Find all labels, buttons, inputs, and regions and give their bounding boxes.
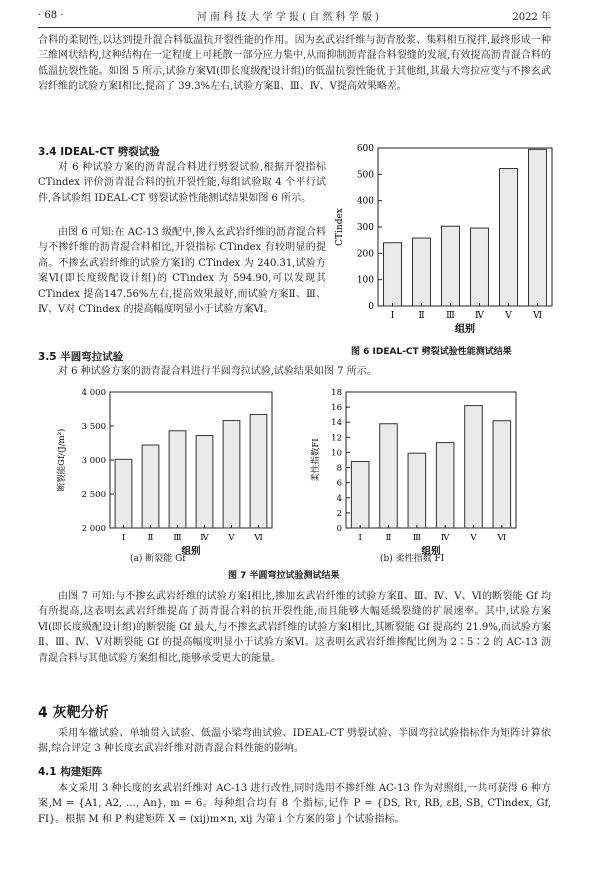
y-tick-label: 3 500	[81, 422, 106, 432]
section-3-4-title: 3.4 IDEAL-CT 劈裂试验	[38, 146, 160, 158]
paragraph-3-4-intro: 对 6 种试验方案的沥青混合料进行劈裂试验,根据开裂指标 CTindex 评价沥青混合料的抗开裂性能,每组试验取 4 个平行试件,各试验组 IDEAL-CT 劈裂试验性能测试结果如图 6 所示。	[38, 162, 326, 204]
header-rule	[38, 27, 551, 28]
bar-2	[413, 238, 431, 306]
bar-1	[351, 462, 369, 528]
paragraph-4-intro: 采用车辙试验、单轴贯入试验、低温小梁弯曲试验、IDEAL-CT 劈裂试验、半圆弯拉试验指标作为矩阵计算依据,综合评定 3 种长度玄武岩纤维对沥青混合料性能的影响。	[38, 728, 551, 755]
fig7-caption: 图 7 半圆弯拉试验测试结果	[228, 571, 340, 581]
bar-4	[196, 436, 213, 528]
y-tick-label: 0	[368, 302, 374, 312]
x-tick-label: Ⅳ	[440, 533, 450, 543]
bar-3	[408, 453, 426, 528]
x-tick-label: Ⅲ	[446, 311, 455, 321]
paragraph-3-5: 对 6 种试验方案的沥青混合料进行半圆弯拉试验,试验结果如图 7 所示。	[58, 366, 377, 377]
bar-1	[115, 459, 132, 528]
bar-3	[442, 226, 460, 306]
y-tick-label: 8	[336, 463, 342, 474]
x-tick-label: Ⅵ	[497, 533, 507, 543]
y-tick-label: 2	[336, 508, 342, 519]
y-tick-label: 3 000	[81, 456, 106, 466]
paragraph-fig5-discussion: 合料的柔韧性,以达到提升混合料低温抗开裂性能的作用。因为玄武岩纤维与沥青胶浆、集料相互搅拌,最终形成一种三维网状结构,这种结构在一定程度上可耗散一部分应力集中,从而抑制沥青混合料裂缝的发展,有效提高沥青混合料的低温抗裂性能。如图 5 所示,试验方案Ⅵ(即长度级配设计组)的低温抗裂性能优于其他组,其最大弯拉应变与不掺玄武岩纤维的试验方案Ⅰ相比,提高了 39.3%左右,试验方案Ⅱ、Ⅲ、Ⅳ、Ⅴ提高效果略差。	[38, 35, 551, 93]
y-tick-label: 10	[331, 448, 342, 459]
fig7a-fracture-energy-chart	[57, 386, 280, 557]
y-tick-label: 300	[356, 223, 374, 233]
bar-3	[169, 431, 186, 528]
bar-6	[493, 421, 511, 528]
fig7a-subcaption: (a) 断裂能 Gf	[130, 554, 186, 564]
bar-1	[384, 243, 402, 306]
y-axis-label: 柔性指数FI	[311, 438, 321, 482]
paragraph-fig7-discussion: 由图 7 可知:与不掺玄武岩纤维的试验方案Ⅰ相比,掺加玄武岩纤维的试验方案Ⅱ、Ⅲ、Ⅳ、Ⅴ、Ⅵ的断裂能 Gf 均有所提高,这表明玄武岩纤维提高了沥青混合料的抗开裂性能,而且能够大幅延缓裂缝的扩展速率。其中,试验方案Ⅵ(即长度级配设计组)的断裂能 Gf 最大,与不掺玄武岩纤维的试验方案Ⅰ相比,其断裂能 Gf 提高约 21.9%,而试验方案Ⅱ、Ⅲ、Ⅳ、Ⅴ对断裂能 Gf 的提高幅度明显小于试验方案Ⅵ。这表明玄武岩纤维掺配比例为 2∶5∶2 的 AC-13 沥青混合料与其他试验方案组相比,能够承受更大的能量。	[38, 591, 551, 664]
paragraph-4-1: 本文采用 3 种长度的玄武岩纤维对 AC-13 进行改性,同时选用不掺纤维 AC-13 作为对照组,一共可获得 6 种方案,M = {A1, A2, …, An}, m = 6。每种组合均有 8 个指标,记作 P = {DS, Rτ, RB, εB, SB, CTindex, Gf, FI}。根据 M 和 P 构建矩阵 X = (xij)m×n, xij 为第 i 个方案的第 j 个试验指标。	[38, 783, 551, 825]
plot-frame	[346, 392, 516, 528]
bar-6	[529, 149, 547, 306]
section-3-5-title: 3.5 半圆弯拉试验	[38, 351, 124, 363]
x-axis-label: 组别	[181, 546, 201, 557]
bar-2	[142, 445, 159, 528]
y-tick-label: 4	[336, 493, 342, 504]
y-tick-label: 200	[356, 249, 374, 260]
plot-frame	[378, 148, 552, 306]
bar-4	[436, 443, 454, 528]
y-tick-label: 2 000	[81, 524, 106, 534]
y-tick-label: 16	[331, 403, 342, 414]
x-tick-label: Ⅱ	[147, 533, 154, 543]
page-number: · 68 ·	[38, 9, 64, 21]
x-tick-label: Ⅰ	[390, 311, 395, 321]
running-header	[38, 6, 551, 24]
y-axis-label: 断裂能Gf/(J/m²)	[57, 428, 67, 492]
fig6-caption: 图 6 IDEAL-CT 劈裂试验性能测试结果	[351, 347, 512, 357]
x-tick-label: Ⅱ	[418, 311, 425, 321]
y-tick-label: 600	[356, 144, 374, 154]
bar-4	[471, 228, 489, 306]
y-tick-label: 14	[331, 418, 342, 429]
y-tick-label: 18	[331, 388, 342, 398]
section-4-1-title: 4.1 构建矩阵	[38, 766, 103, 778]
paragraph-3-4-results: 由图 6 可知:在 AC-13 级配中,掺入玄武岩纤维的沥青混合料与不掺纤维的沥青混合料相比,开裂指标 CTindex 有较明显的提高。不掺玄武岩纤维的试验方案Ⅰ的 CTindex 为 240.31,试验方案Ⅵ(即长度级配设计组)的 CTindex 为 594.90,可以发现其 CTindex 提高147.56%左右,提高效果最好,而试验方案Ⅱ、Ⅲ、Ⅳ、Ⅴ对 CTindex 的提高幅度明显小于试验方案Ⅵ。	[38, 227, 326, 316]
fig7b-flexibility-index-chart	[311, 386, 526, 557]
x-tick-label: Ⅳ	[475, 311, 484, 321]
y-tick-label: 500	[356, 170, 374, 181]
fig6-ctindex-chart	[336, 140, 561, 350]
section-4-title: 4 灰靶分析	[38, 705, 109, 721]
journal-year: 2022 年	[512, 11, 551, 23]
y-tick-label: 4 000	[81, 388, 106, 398]
x-tick-label: Ⅴ	[228, 533, 235, 543]
x-tick-label: Ⅳ	[200, 533, 209, 543]
x-tick-label: Ⅱ	[385, 533, 392, 543]
bar-5	[500, 169, 518, 306]
plot-frame	[110, 392, 272, 528]
x-tick-label: Ⅲ	[412, 533, 421, 543]
x-axis-label: 组别	[455, 324, 475, 335]
y-tick-label: 400	[356, 196, 374, 207]
x-tick-label: Ⅴ	[505, 311, 512, 321]
y-tick-label: 6	[336, 478, 342, 489]
x-tick-label: Ⅲ	[173, 533, 182, 543]
bar-6	[250, 414, 267, 528]
x-tick-label: Ⅴ	[470, 533, 477, 543]
y-tick-label: 0	[336, 524, 342, 534]
x-tick-label: Ⅰ	[121, 533, 126, 543]
y-axis-label: CTindex	[335, 208, 345, 246]
x-tick-label: Ⅰ	[358, 533, 362, 543]
y-tick-label: 12	[331, 433, 342, 444]
x-tick-label: Ⅵ	[254, 533, 263, 543]
bar-2	[380, 424, 398, 528]
bar-5	[223, 421, 240, 528]
fig7b-subcaption: (b) 柔性指数 FI	[380, 554, 445, 564]
bar-5	[465, 406, 483, 528]
y-tick-label: 100	[356, 275, 374, 286]
journal-name: 河 南 科 技 大 学 学 报 ( 自 然 科 学 版 )	[196, 11, 380, 23]
x-tick-label: Ⅵ	[532, 311, 543, 321]
x-axis-label: 组别	[421, 546, 441, 557]
y-tick-label: 2 500	[81, 490, 106, 500]
